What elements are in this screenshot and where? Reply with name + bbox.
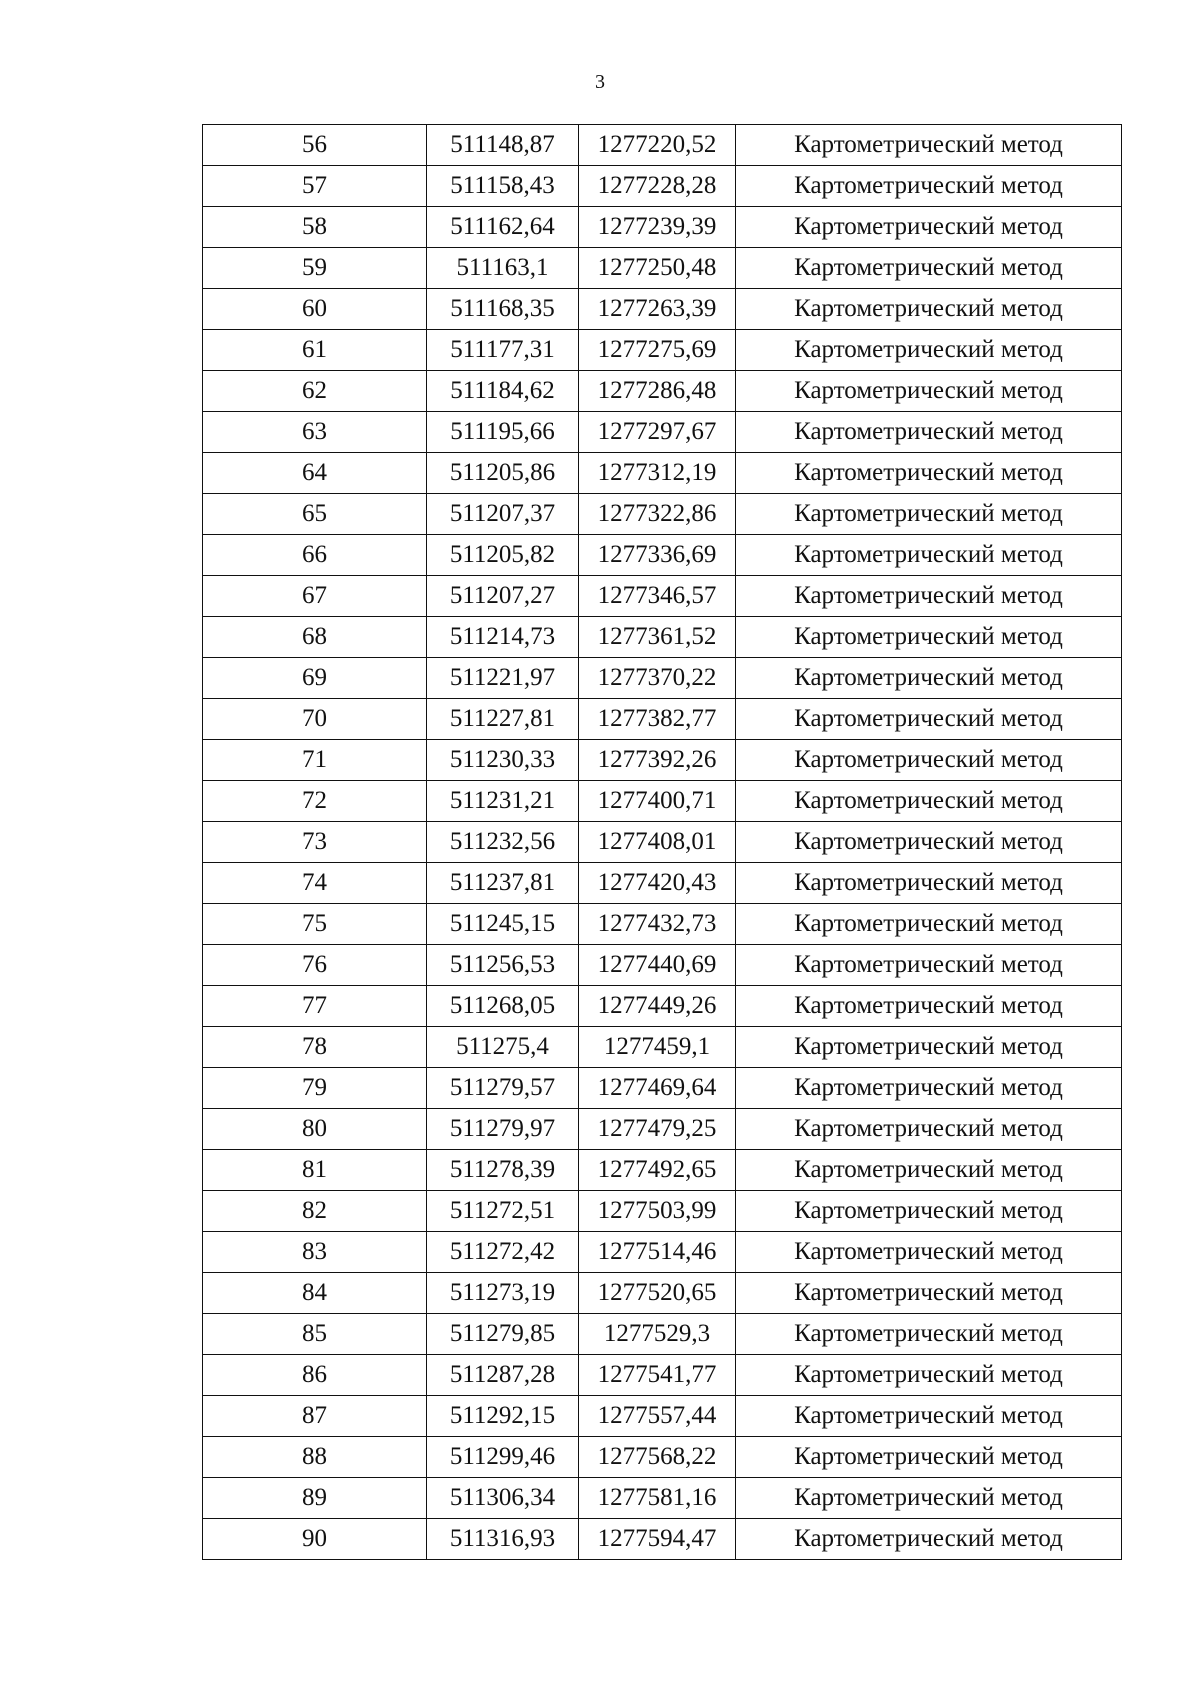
point-number-cell: 61 [203, 330, 427, 371]
table-row [203, 125, 1122, 166]
x-coordinate-cell: 511163,1 [427, 248, 579, 289]
x-coordinate-cell: 511184,62 [427, 371, 579, 412]
table-row [203, 412, 1122, 453]
x-coordinate-cell: 511158,43 [427, 166, 579, 207]
y-coordinate-cell: 1277514,46 [579, 1232, 736, 1273]
y-coordinate-cell: 1277581,16 [579, 1478, 736, 1519]
method-cell: Картометрический метод [736, 1519, 1122, 1560]
point-number-cell: 64 [203, 453, 427, 494]
table-row [203, 576, 1122, 617]
x-coordinate-cell: 511287,28 [427, 1355, 579, 1396]
method-cell: Картометрический метод [736, 1027, 1122, 1068]
x-coordinate-cell: 511279,85 [427, 1314, 579, 1355]
table-row [203, 740, 1122, 781]
table-row [203, 289, 1122, 330]
y-coordinate-cell: 1277346,57 [579, 576, 736, 617]
method-cell: Картометрический метод [736, 1273, 1122, 1314]
x-coordinate-cell: 511306,34 [427, 1478, 579, 1519]
method-cell: Картометрический метод [736, 1396, 1122, 1437]
point-number-cell: 69 [203, 658, 427, 699]
point-number-cell: 87 [203, 1396, 427, 1437]
y-coordinate-cell: 1277370,22 [579, 658, 736, 699]
y-coordinate-cell: 1277312,19 [579, 453, 736, 494]
x-coordinate-cell: 511207,37 [427, 494, 579, 535]
table-row [203, 453, 1122, 494]
table-row [203, 207, 1122, 248]
table-row [203, 1478, 1122, 1519]
method-cell: Картометрический метод [736, 822, 1122, 863]
y-coordinate-cell: 1277275,69 [579, 330, 736, 371]
method-cell: Картометрический метод [736, 576, 1122, 617]
y-coordinate-cell: 1277432,73 [579, 904, 736, 945]
method-cell: Картометрический метод [736, 986, 1122, 1027]
method-cell: Картометрический метод [736, 494, 1122, 535]
point-number-cell: 80 [203, 1109, 427, 1150]
table-row [203, 658, 1122, 699]
point-number-cell: 67 [203, 576, 427, 617]
point-number-cell: 73 [203, 822, 427, 863]
y-coordinate-cell: 1277361,52 [579, 617, 736, 658]
point-number-cell: 88 [203, 1437, 427, 1478]
y-coordinate-cell: 1277220,52 [579, 125, 736, 166]
table-row [203, 1355, 1122, 1396]
table-row [203, 1396, 1122, 1437]
table-row [203, 904, 1122, 945]
point-number-cell: 71 [203, 740, 427, 781]
x-coordinate-cell: 511148,87 [427, 125, 579, 166]
point-number-cell: 59 [203, 248, 427, 289]
method-cell: Картометрический метод [736, 166, 1122, 207]
y-coordinate-cell: 1277440,69 [579, 945, 736, 986]
method-cell: Картометрический метод [736, 1314, 1122, 1355]
x-coordinate-cell: 511195,66 [427, 412, 579, 453]
method-cell: Картометрический метод [736, 781, 1122, 822]
x-coordinate-cell: 511256,53 [427, 945, 579, 986]
x-coordinate-cell: 511278,39 [427, 1150, 579, 1191]
method-cell: Картометрический метод [736, 412, 1122, 453]
method-cell: Картометрический метод [736, 125, 1122, 166]
y-coordinate-cell: 1277420,43 [579, 863, 736, 904]
y-coordinate-cell: 1277469,64 [579, 1068, 736, 1109]
point-number-cell: 82 [203, 1191, 427, 1232]
x-coordinate-cell: 511272,51 [427, 1191, 579, 1232]
point-number-cell: 74 [203, 863, 427, 904]
x-coordinate-cell: 511272,42 [427, 1232, 579, 1273]
point-number-cell: 84 [203, 1273, 427, 1314]
table-row [203, 1191, 1122, 1232]
table-row [203, 1150, 1122, 1191]
y-coordinate-cell: 1277459,1 [579, 1027, 736, 1068]
x-coordinate-cell: 511177,31 [427, 330, 579, 371]
x-coordinate-cell: 511268,05 [427, 986, 579, 1027]
method-cell: Картометрический метод [736, 1068, 1122, 1109]
point-number-cell: 66 [203, 535, 427, 576]
x-coordinate-cell: 511245,15 [427, 904, 579, 945]
point-number-cell: 62 [203, 371, 427, 412]
x-coordinate-cell: 511299,46 [427, 1437, 579, 1478]
table-row [203, 699, 1122, 740]
x-coordinate-cell: 511275,4 [427, 1027, 579, 1068]
point-number-cell: 57 [203, 166, 427, 207]
point-number-cell: 78 [203, 1027, 427, 1068]
y-coordinate-cell: 1277239,39 [579, 207, 736, 248]
y-coordinate-cell: 1277297,67 [579, 412, 736, 453]
x-coordinate-cell: 511205,86 [427, 453, 579, 494]
point-number-cell: 58 [203, 207, 427, 248]
x-coordinate-cell: 511279,97 [427, 1109, 579, 1150]
x-coordinate-cell: 511292,15 [427, 1396, 579, 1437]
y-coordinate-cell: 1277392,26 [579, 740, 736, 781]
method-cell: Картометрический метод [736, 371, 1122, 412]
method-cell: Картометрический метод [736, 330, 1122, 371]
y-coordinate-cell: 1277568,22 [579, 1437, 736, 1478]
point-number-cell: 81 [203, 1150, 427, 1191]
point-number-cell: 70 [203, 699, 427, 740]
point-number-cell: 75 [203, 904, 427, 945]
point-number-cell: 63 [203, 412, 427, 453]
method-cell: Картометрический метод [736, 207, 1122, 248]
method-cell: Картометрический метод [736, 945, 1122, 986]
point-number-cell: 76 [203, 945, 427, 986]
point-number-cell: 65 [203, 494, 427, 535]
point-number-cell: 83 [203, 1232, 427, 1273]
method-cell: Картометрический метод [736, 248, 1122, 289]
method-cell: Картометрический метод [736, 740, 1122, 781]
y-coordinate-cell: 1277503,99 [579, 1191, 736, 1232]
method-cell: Картометрический метод [736, 1232, 1122, 1273]
table-row [203, 781, 1122, 822]
table-row [203, 617, 1122, 658]
table-row [203, 535, 1122, 576]
method-cell: Картометрический метод [736, 1478, 1122, 1519]
point-number-cell: 77 [203, 986, 427, 1027]
y-coordinate-cell: 1277336,69 [579, 535, 736, 576]
method-cell: Картометрический метод [736, 453, 1122, 494]
table-row [203, 494, 1122, 535]
x-coordinate-cell: 511231,21 [427, 781, 579, 822]
y-coordinate-cell: 1277541,77 [579, 1355, 736, 1396]
y-coordinate-cell: 1277449,26 [579, 986, 736, 1027]
method-cell: Картометрический метод [736, 863, 1122, 904]
table-row [203, 1068, 1122, 1109]
method-cell: Картометрический метод [736, 699, 1122, 740]
x-coordinate-cell: 511237,81 [427, 863, 579, 904]
method-cell: Картометрический метод [736, 289, 1122, 330]
y-coordinate-cell: 1277408,01 [579, 822, 736, 863]
method-cell: Картометрический метод [736, 617, 1122, 658]
table-row [203, 945, 1122, 986]
table-row [203, 822, 1122, 863]
x-coordinate-cell: 511207,27 [427, 576, 579, 617]
coordinates-table [202, 124, 1122, 1560]
y-coordinate-cell: 1277263,39 [579, 289, 736, 330]
x-coordinate-cell: 511279,57 [427, 1068, 579, 1109]
x-coordinate-cell: 511214,73 [427, 617, 579, 658]
method-cell: Картометрический метод [736, 1437, 1122, 1478]
x-coordinate-cell: 511227,81 [427, 699, 579, 740]
table-row [203, 1027, 1122, 1068]
point-number-cell: 89 [203, 1478, 427, 1519]
y-coordinate-cell: 1277382,77 [579, 699, 736, 740]
x-coordinate-cell: 511168,35 [427, 289, 579, 330]
table-row [203, 1314, 1122, 1355]
table-row [203, 1273, 1122, 1314]
y-coordinate-cell: 1277492,65 [579, 1150, 736, 1191]
point-number-cell: 79 [203, 1068, 427, 1109]
table-row [203, 1109, 1122, 1150]
method-cell: Картометрический метод [736, 1150, 1122, 1191]
table-row [203, 166, 1122, 207]
point-number-cell: 72 [203, 781, 427, 822]
point-number-cell: 68 [203, 617, 427, 658]
x-coordinate-cell: 511316,93 [427, 1519, 579, 1560]
table-row [203, 863, 1122, 904]
table-row [203, 1437, 1122, 1478]
x-coordinate-cell: 511232,56 [427, 822, 579, 863]
x-coordinate-cell: 511221,97 [427, 658, 579, 699]
coordinates-table-body [203, 125, 1122, 1560]
table-row [203, 371, 1122, 412]
table-row [203, 1519, 1122, 1560]
x-coordinate-cell: 511162,64 [427, 207, 579, 248]
y-coordinate-cell: 1277286,48 [579, 371, 736, 412]
y-coordinate-cell: 1277520,65 [579, 1273, 736, 1314]
table-row [203, 1232, 1122, 1273]
y-coordinate-cell: 1277228,28 [579, 166, 736, 207]
method-cell: Картометрический метод [736, 658, 1122, 699]
table-row [203, 986, 1122, 1027]
method-cell: Картометрический метод [736, 1355, 1122, 1396]
point-number-cell: 90 [203, 1519, 427, 1560]
y-coordinate-cell: 1277400,71 [579, 781, 736, 822]
y-coordinate-cell: 1277322,86 [579, 494, 736, 535]
y-coordinate-cell: 1277594,47 [579, 1519, 736, 1560]
method-cell: Картометрический метод [736, 1191, 1122, 1232]
x-coordinate-cell: 511230,33 [427, 740, 579, 781]
point-number-cell: 60 [203, 289, 427, 330]
y-coordinate-cell: 1277557,44 [579, 1396, 736, 1437]
method-cell: Картометрический метод [736, 1109, 1122, 1150]
x-coordinate-cell: 511205,82 [427, 535, 579, 576]
page-number: 3 [595, 71, 605, 93]
y-coordinate-cell: 1277250,48 [579, 248, 736, 289]
method-cell: Картометрический метод [736, 535, 1122, 576]
method-cell: Картометрический метод [736, 904, 1122, 945]
point-number-cell: 85 [203, 1314, 427, 1355]
point-number-cell: 56 [203, 125, 427, 166]
table-row [203, 330, 1122, 371]
x-coordinate-cell: 511273,19 [427, 1273, 579, 1314]
point-number-cell: 86 [203, 1355, 427, 1396]
y-coordinate-cell: 1277529,3 [579, 1314, 736, 1355]
y-coordinate-cell: 1277479,25 [579, 1109, 736, 1150]
table-row [203, 248, 1122, 289]
